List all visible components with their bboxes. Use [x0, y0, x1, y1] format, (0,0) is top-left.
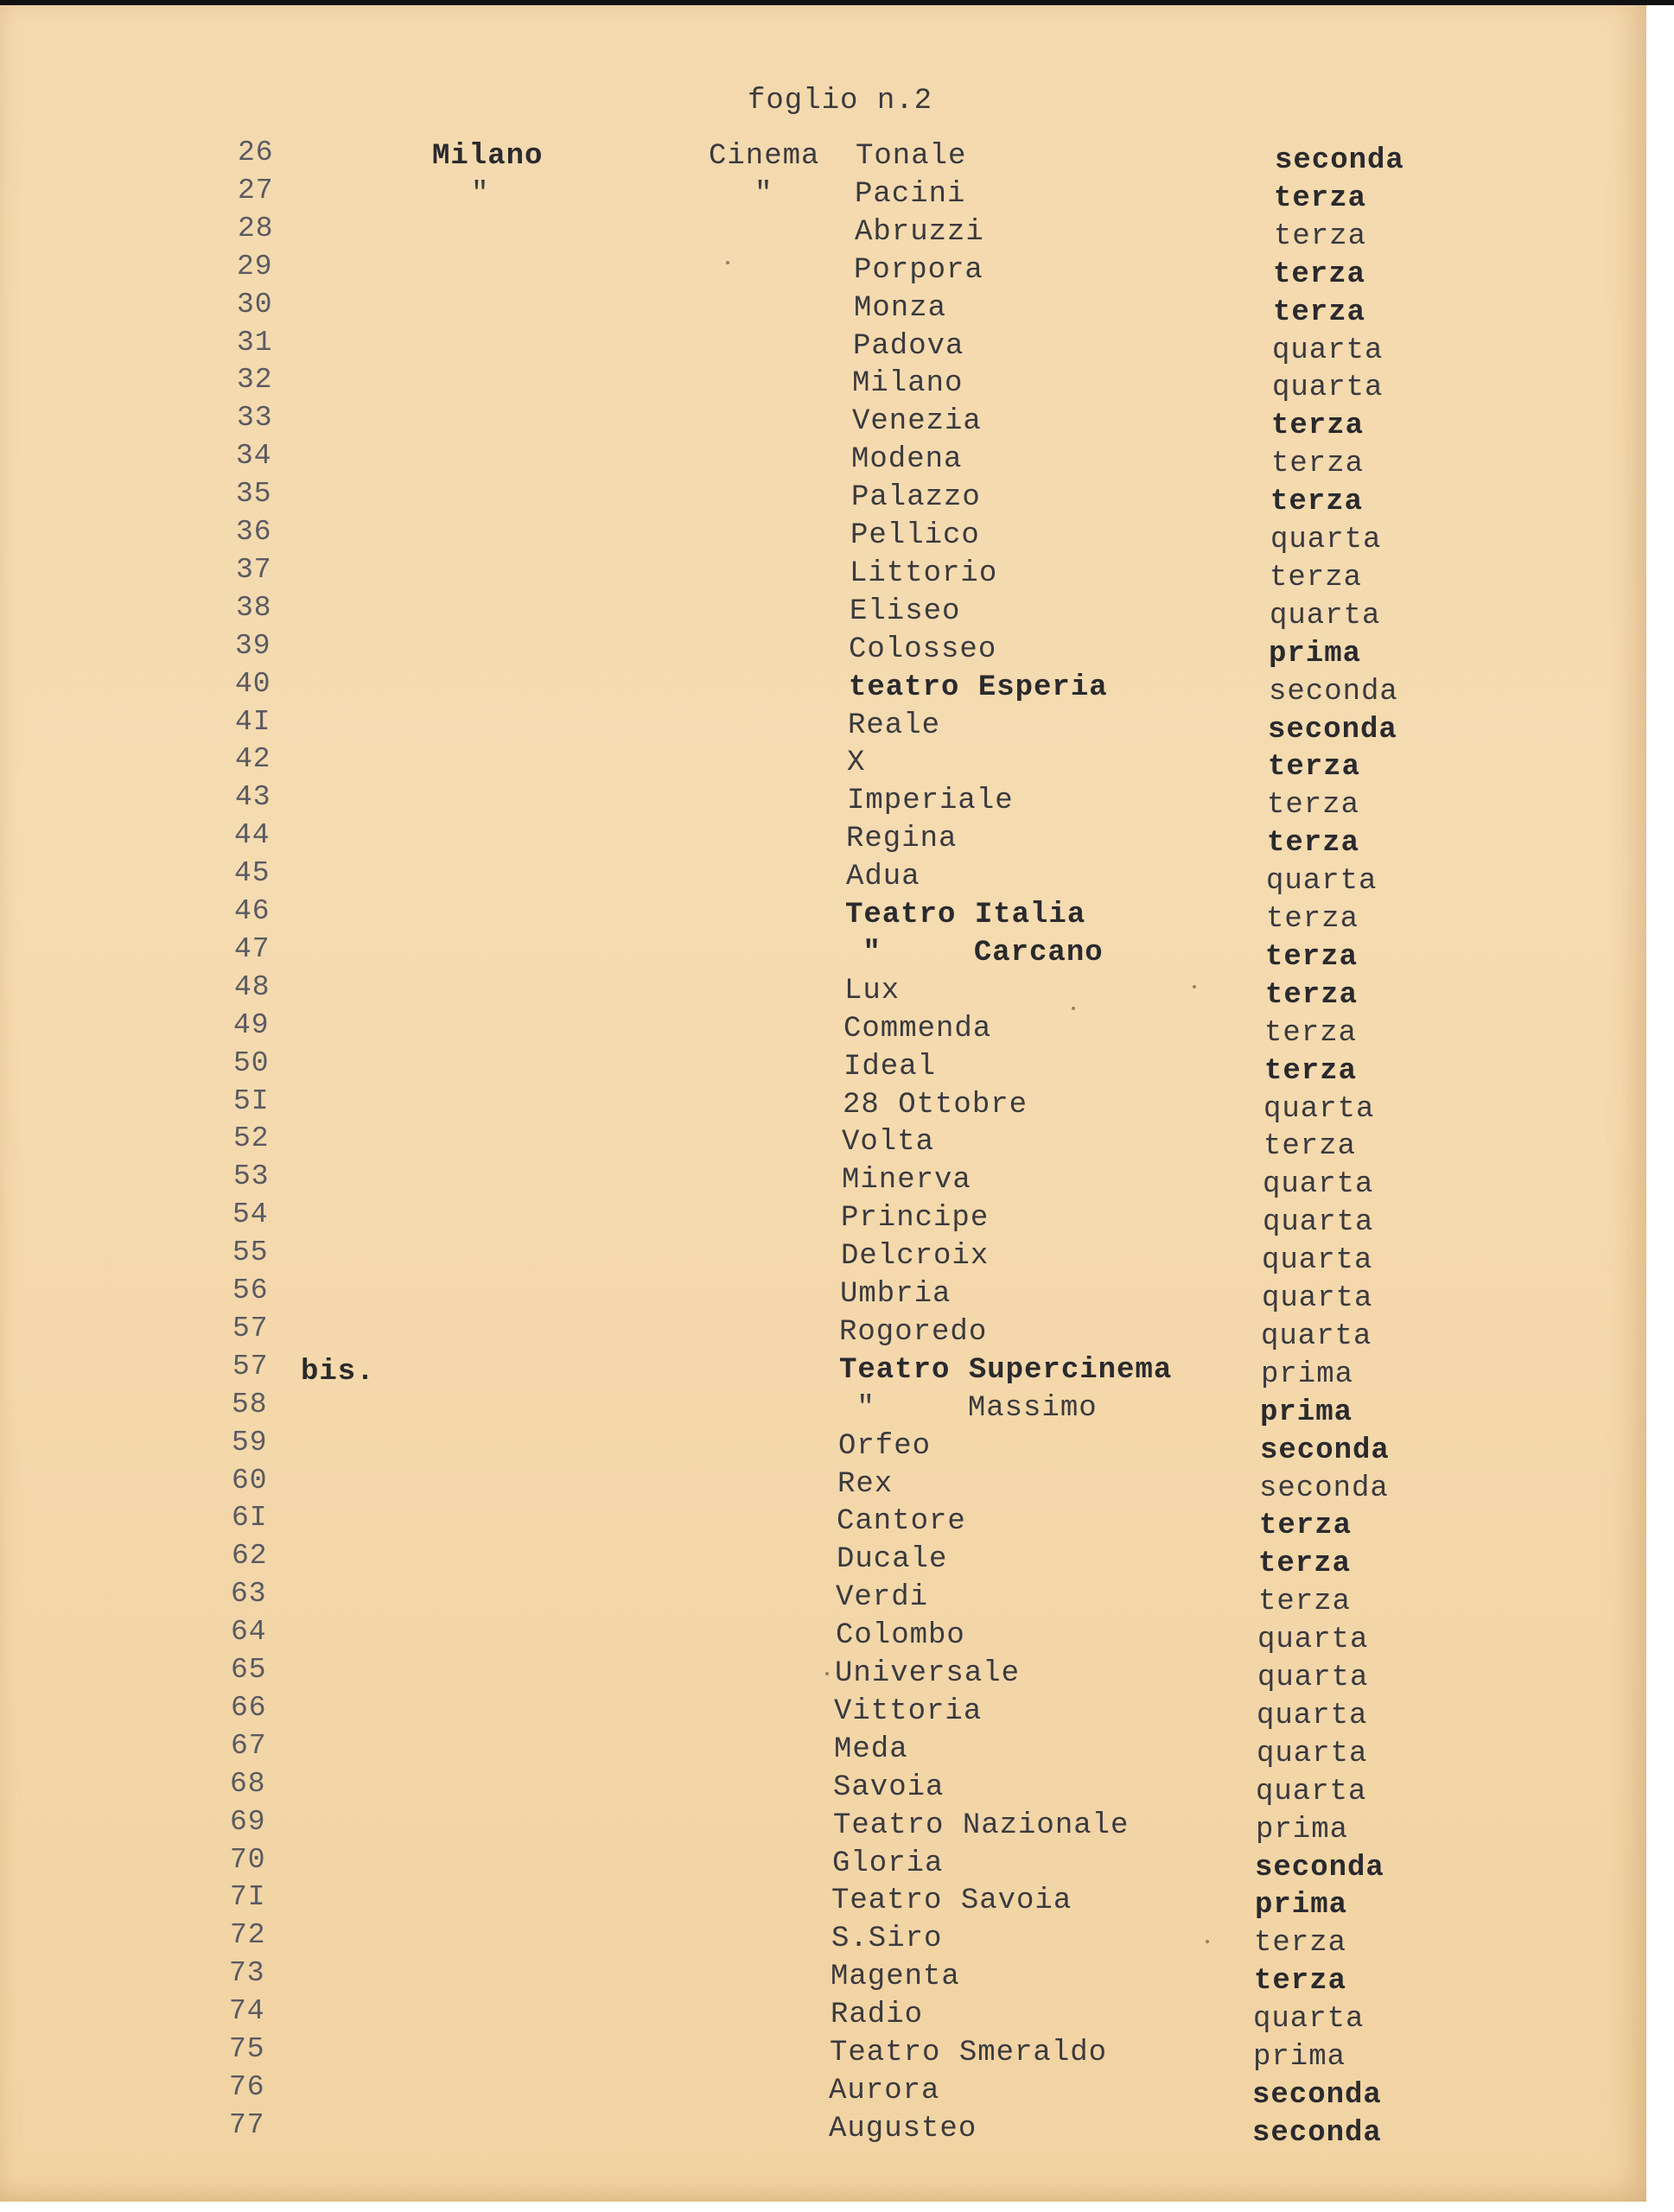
venue-category: prima [1255, 1889, 1348, 1923]
venue-name: Lux [844, 974, 901, 1007]
venue-name: Augusteo [829, 2112, 977, 2145]
venue-category: seconda [1268, 713, 1397, 747]
row-number: 55 [232, 1236, 269, 1269]
row-number: 77 [229, 2108, 265, 2141]
venue-name: teatro Esperia [849, 671, 1108, 704]
venue-category: quarta [1253, 2003, 1365, 2037]
venue-category: prima [1269, 637, 1362, 671]
venue-name: Monza [854, 291, 947, 325]
paper-speck [1072, 1007, 1075, 1010]
venue-name: Vittoria [834, 1694, 983, 1728]
venue-category: quarta [1263, 1092, 1375, 1126]
venue-name: Volta [842, 1126, 935, 1160]
venue-name: Littorio [850, 556, 998, 590]
venue-name: Adua [846, 861, 920, 894]
venue-name: Colombo [836, 1619, 965, 1653]
venue-name: Pellico [850, 519, 980, 552]
venue-category: terza [1264, 1054, 1358, 1088]
venue-name: Verdi [836, 1581, 929, 1615]
row-number: 4I [235, 705, 271, 738]
venue-name: Milano [852, 367, 964, 401]
row-number: 37 [236, 553, 272, 586]
venue-category: terza [1265, 978, 1359, 1012]
row-note: bis. [301, 1355, 375, 1389]
row-number: 7I [230, 1881, 266, 1914]
venue-name: Radio [831, 1999, 924, 2032]
venue-category: terza [1258, 1586, 1352, 1619]
venue-name: 28 Ottobre [843, 1088, 1028, 1122]
venue-name: Teatro Supercinema [839, 1353, 1173, 1387]
paper-speck [1193, 985, 1196, 988]
venue-name: " Carcano [844, 936, 1104, 969]
venue-category: quarta [1261, 1319, 1372, 1353]
row-number: 62 [232, 1540, 268, 1573]
venue-category: seconda [1252, 2078, 1382, 2112]
venue-name: Commenda [843, 1012, 992, 1046]
venue-name: Pacini [855, 177, 966, 211]
venue-category: terza [1274, 181, 1367, 215]
venue-name: Teatro Nazionale [833, 1808, 1130, 1842]
row-number: 35 [236, 478, 272, 511]
venue-category: terza [1271, 448, 1365, 481]
paper-speck [825, 1672, 829, 1675]
row-number: 56 [232, 1274, 269, 1306]
venue-name: Umbria [840, 1278, 952, 1311]
row-number: 42 [235, 743, 271, 776]
row-number: 31 [237, 326, 273, 359]
venue-category: terza [1267, 789, 1360, 823]
row-number: 63 [231, 1578, 267, 1611]
paper-speck [726, 261, 729, 264]
row-number: 36 [236, 516, 272, 548]
venue-category: seconda [1255, 1851, 1384, 1885]
city-ditto: " [471, 178, 490, 211]
venue-name: Principe [841, 1202, 990, 1236]
row-number: 57 [232, 1312, 269, 1344]
venue-name: Eliseo [850, 594, 961, 628]
row-number: 45 [234, 857, 271, 890]
venue-name: Colosseo [849, 632, 997, 666]
venue-category: seconda [1275, 144, 1404, 177]
row-number: 38 [236, 591, 272, 624]
row-number: 28 [238, 212, 274, 245]
venue-category: quarta [1257, 1699, 1368, 1732]
venue-name: Rogoredo [839, 1315, 988, 1349]
row-number: 43 [235, 781, 271, 814]
row-number: 50 [233, 1046, 270, 1079]
venue-name: Regina [846, 823, 958, 856]
venue-name: Padova [853, 329, 964, 363]
venue-name: Imperiale [847, 785, 1014, 818]
row-number: 74 [229, 1995, 265, 2028]
row-number: 57 [232, 1350, 269, 1382]
venue-category: quarta [1262, 1244, 1373, 1278]
venue-category: quarta [1256, 1775, 1367, 1808]
venue-name: Magenta [831, 1961, 960, 1994]
row-number: 65 [231, 1654, 267, 1686]
venue-category: terza [1270, 561, 1363, 594]
row-number: 67 [231, 1729, 267, 1762]
page-header: foglio n.2 [748, 85, 933, 118]
row-number: 53 [233, 1160, 270, 1193]
venue-category: quarta [1257, 1662, 1369, 1694]
row-number: 66 [231, 1691, 267, 1724]
venue-category: quarta [1270, 524, 1382, 556]
row-number: 32 [237, 364, 273, 397]
venue-category: quarta [1272, 334, 1384, 367]
row-number: 26 [238, 137, 274, 168]
row-number: 58 [232, 1388, 268, 1421]
venue-category: seconda [1259, 1471, 1389, 1505]
venue-category: terza [1265, 940, 1359, 974]
venue-category: terza [1258, 1548, 1352, 1581]
paper-speck [1206, 1940, 1209, 1943]
venue-name: Aurora [829, 2074, 940, 2107]
venue-category: seconda [1252, 2116, 1382, 2150]
scan-top-edge [0, 0, 1674, 5]
row-number: 54 [232, 1198, 269, 1231]
row-number: 34 [236, 440, 272, 473]
venue-category: terza [1267, 827, 1360, 861]
venue-name: Ideal [843, 1050, 937, 1084]
row-number: 64 [231, 1616, 267, 1649]
venue-name: X [847, 747, 866, 780]
city-label: Milano [432, 140, 544, 173]
venue-name: Gloria [832, 1847, 944, 1880]
venue-category: quarta [1257, 1737, 1368, 1770]
venue-name: Ducale [837, 1543, 948, 1577]
venue-name: Meda [834, 1732, 908, 1766]
row-number: 49 [233, 1008, 270, 1041]
venue-name: Universale [835, 1657, 1021, 1690]
row-number: 60 [232, 1464, 268, 1497]
row-number: 47 [234, 932, 271, 965]
row-number: 29 [237, 250, 273, 283]
venue-category: seconda [1269, 675, 1398, 709]
venue-name: Tonale [856, 140, 967, 173]
venue-name: Reale [848, 709, 941, 742]
venue-category: terza [1268, 751, 1361, 785]
venue-name: Orfeo [838, 1429, 932, 1463]
row-number: 48 [234, 970, 271, 1003]
row-number: 44 [234, 819, 271, 852]
venue-category: terza [1263, 1130, 1357, 1164]
row-number: 69 [230, 1805, 266, 1838]
row-number: 5I [233, 1084, 270, 1117]
venue-category: quarta [1270, 599, 1381, 632]
venue-category: prima [1261, 1357, 1354, 1391]
row-number: 73 [229, 1957, 265, 1990]
row-number: 52 [233, 1122, 270, 1155]
venue-category: terza [1266, 903, 1359, 936]
venue-category: quarta [1263, 1206, 1374, 1240]
venue-name: S.Siro [831, 1923, 943, 1956]
venue-category: terza [1270, 486, 1364, 519]
row-number: 68 [230, 1767, 266, 1800]
venue-category: terza [1254, 1965, 1347, 1999]
venue-name: Rex [837, 1467, 894, 1501]
venue-category: terza [1274, 219, 1367, 253]
venue-category: terza [1264, 1016, 1358, 1050]
venue-name: Delcroix [841, 1240, 990, 1274]
row-number: 70 [230, 1843, 266, 1876]
venue-category: terza [1273, 296, 1366, 329]
venue-category: prima [1256, 1813, 1349, 1847]
venue-category: terza [1273, 257, 1366, 291]
row-number: 46 [234, 895, 271, 927]
row-number: 75 [229, 2033, 265, 2065]
row-number: 30 [237, 288, 273, 321]
venue-category: terza [1254, 1927, 1347, 1961]
venue-category: quarta [1263, 1168, 1374, 1202]
venue-category: quarta [1257, 1624, 1369, 1657]
row-number: 72 [230, 1919, 266, 1952]
venue-category: prima [1253, 2041, 1346, 2074]
venue-name: Palazzo [851, 481, 981, 515]
venue-name: Minerva [842, 1164, 971, 1198]
venue-name: Abruzzi [855, 215, 984, 249]
row-number: 6I [232, 1502, 268, 1535]
venue-name: Modena [851, 443, 963, 477]
venue-category: quarta [1266, 865, 1378, 899]
venue-name: " Massimo [838, 1391, 1098, 1425]
row-number: 40 [235, 667, 271, 700]
venue-name: Teatro Savoia [831, 1885, 1073, 1918]
venue-name: Venezia [852, 405, 982, 439]
row-number: 33 [237, 402, 273, 435]
type-ditto: " [754, 178, 773, 211]
type-label: Cinema [709, 140, 820, 173]
venue-category: seconda [1260, 1433, 1390, 1467]
row-number: 76 [229, 2070, 265, 2103]
venue-name: Teatro Smeraldo [830, 2037, 1108, 2069]
venue-category: terza [1271, 410, 1365, 443]
venue-category: quarta [1262, 1282, 1373, 1315]
venue-name: Porpora [854, 253, 983, 287]
venue-category: terza [1259, 1510, 1353, 1543]
venue-name: Savoia [833, 1770, 945, 1804]
venue-name: Cantore [837, 1505, 966, 1539]
venue-category: prima [1260, 1395, 1353, 1429]
row-number: 39 [235, 629, 271, 662]
venue-category: quarta [1272, 372, 1384, 405]
row-number: 59 [232, 1426, 268, 1459]
row-number: 27 [238, 174, 274, 207]
venue-name: Teatro Italia [845, 899, 1086, 931]
